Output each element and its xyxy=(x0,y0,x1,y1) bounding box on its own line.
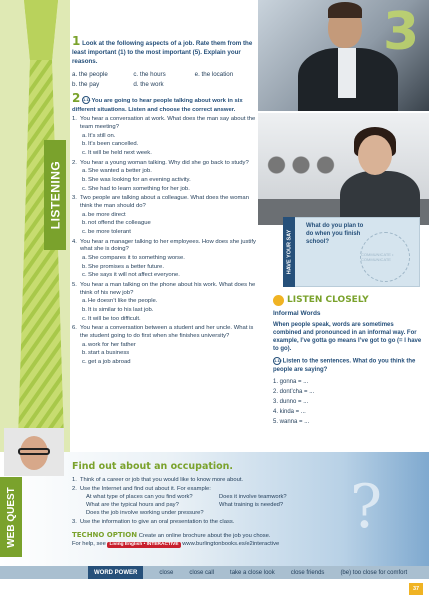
page-number: 37 xyxy=(409,583,423,595)
answer-option[interactable] xyxy=(72,272,256,280)
step-text: Use the Internet and find out about it. For example: xyxy=(80,485,211,492)
answer-option[interactable] xyxy=(72,150,256,158)
option-text: It is similar to his last job. xyxy=(88,307,154,314)
exercise-1 xyxy=(72,33,256,90)
list-item: 4. kinda = ... xyxy=(273,409,306,416)
option-text: She wanted a better job. xyxy=(88,168,152,175)
answer-option[interactable] xyxy=(72,350,256,358)
word-power-item: close xyxy=(159,569,174,576)
businesswoman-photo xyxy=(258,113,429,225)
question-number: 5. xyxy=(72,282,77,289)
answer-option[interactable] xyxy=(72,307,256,315)
answer-option[interactable] xyxy=(72,298,256,306)
option-text: It’s still on. xyxy=(88,132,116,139)
have-your-say-tab xyxy=(283,217,295,287)
answer-option[interactable] xyxy=(72,168,256,176)
answer-option[interactable] xyxy=(72,186,256,194)
option-letter: c. xyxy=(82,359,87,366)
techno-option-text: Create an online brochure about the job you chose. xyxy=(138,532,271,539)
listen-closely-subtitle: Informal Words xyxy=(273,310,321,318)
option-letter: b. xyxy=(82,141,87,148)
option-letter: b. xyxy=(82,350,87,357)
option: e. the location xyxy=(194,70,234,78)
answer-option[interactable] xyxy=(72,316,256,324)
option-letter: a. xyxy=(82,341,87,348)
question-number: 6. xyxy=(72,325,77,332)
living-english-badge: Living English • INTERACTIVE xyxy=(109,541,179,547)
have-your-say-question: What do you plan to do when you finish school? xyxy=(306,223,364,245)
question: What are the typical hours and pay? xyxy=(86,502,179,509)
question-item xyxy=(72,160,256,168)
question-item xyxy=(72,239,256,254)
techno-option xyxy=(72,531,352,541)
option: c. the hours xyxy=(133,70,166,78)
list-item: 3. dunno = ... xyxy=(273,399,309,406)
help-link[interactable]: www.burlingtonbooks.es/e2interactive xyxy=(182,540,280,547)
web-quest-tab xyxy=(0,477,22,557)
web-quest-questions xyxy=(72,494,352,517)
answer-option[interactable] xyxy=(72,177,256,185)
question-item xyxy=(72,195,256,210)
option-letter: b. xyxy=(82,176,87,183)
audio-cd-icon[interactable]: 1.11 xyxy=(83,97,91,103)
question-item xyxy=(72,116,256,131)
answer-option[interactable] xyxy=(72,212,256,220)
techno-option-title: TECHNO OPTION xyxy=(72,530,138,539)
exercise-2 xyxy=(72,91,256,367)
glasses-man-photo xyxy=(4,428,64,476)
exercise-1-number: 1 xyxy=(72,34,81,48)
option-letter: a. xyxy=(82,168,87,175)
web-quest-label: WEB QUEST xyxy=(5,486,17,548)
unit-number: 3 xyxy=(383,2,420,62)
option-text: work for her father xyxy=(88,341,136,348)
ear-badge-icon xyxy=(273,295,284,306)
option-text: be more direct xyxy=(88,211,126,218)
question-number: 2. xyxy=(72,159,77,166)
question-number: 1. xyxy=(72,116,77,123)
word-power-label: WORD POWER xyxy=(88,566,143,579)
option-letter: b. xyxy=(82,307,87,314)
list-item: 2. dont’cha = ... xyxy=(273,389,315,396)
option-text: be more tolerant xyxy=(88,229,131,235)
step-text: Use the information to give an oral presentation to the class. xyxy=(80,518,235,525)
option: d. the work xyxy=(133,81,164,89)
question: What training is needed? xyxy=(219,502,284,509)
question-text: You hear a conversation between a student and her uncle. What is the student going to do first when she finishes university? xyxy=(80,325,254,340)
answer-option[interactable] xyxy=(72,220,256,228)
step-number: 2. xyxy=(72,485,77,492)
answer-option[interactable] xyxy=(72,141,256,149)
question-text: You hear a young woman talking. Why did she go back to study? xyxy=(80,159,249,166)
answer-option[interactable] xyxy=(72,264,256,272)
option-text: She compares it to something worse. xyxy=(88,255,185,262)
option-letter: c. xyxy=(82,315,87,322)
option-text: not offend the colleague xyxy=(88,220,151,227)
web-quest-title: Find out about an occupation. xyxy=(72,461,234,472)
have-your-say-label: HAVE YOUR SAY xyxy=(286,229,292,275)
question-item xyxy=(72,282,256,297)
listening-tab xyxy=(44,140,66,250)
word-power-item: take a close look xyxy=(230,569,275,576)
option-letter: a. xyxy=(82,132,87,139)
question-number: 3. xyxy=(72,195,77,202)
word-power-item: close call xyxy=(189,569,215,576)
listening-label: LISTENING xyxy=(48,160,63,230)
question: At what type of places can you find work? xyxy=(86,494,193,501)
answer-option[interactable] xyxy=(72,255,256,263)
question-text: You hear a man talking on the phone about his work. What does he think of his new job? xyxy=(80,282,256,296)
option-text: She had to learn something for her job. xyxy=(88,185,190,192)
listen-closely-items xyxy=(273,378,423,426)
stamp-text: COMMUNICATE • COMMUNICATE xyxy=(361,252,394,262)
answer-option[interactable] xyxy=(72,342,256,350)
option-letter: a. xyxy=(82,298,87,305)
step-text: Think of a career or job that you would like to know more about. xyxy=(80,476,244,483)
list-item: 5. wanna = ... xyxy=(273,419,310,426)
question-number: 4. xyxy=(72,238,77,245)
option-letter: c. xyxy=(82,229,87,235)
list-item: 1. gonna = ... xyxy=(273,379,309,386)
step-number: 3. xyxy=(72,518,77,525)
step-number: 1. xyxy=(72,476,77,483)
word-power-bar xyxy=(0,566,429,579)
option-letter: c. xyxy=(82,149,87,156)
help-text: For help, see xyxy=(72,540,106,547)
listen-closely-title: LISTEN CLOSELY xyxy=(287,295,369,305)
option-text: It’s been cancelled. xyxy=(88,141,139,148)
option-text: She promises a better future. xyxy=(88,263,164,270)
web-quest-content xyxy=(72,461,352,548)
question: Does the job involve working under pressure? xyxy=(86,510,204,517)
option-letter: c. xyxy=(82,185,87,192)
word-power-item: close friends xyxy=(290,569,325,576)
option: a. the people xyxy=(72,70,108,78)
option-text: It will be held next week. xyxy=(88,149,152,156)
option-letter: a. xyxy=(82,211,87,218)
option-text: She was looking for an evening activity. xyxy=(88,176,191,183)
audio-cd-icon[interactable]: 1.12 xyxy=(274,358,282,364)
communicate-stamp-icon xyxy=(360,232,410,282)
question-text: Two people are talking about a colleague. What does the woman think the man should do? xyxy=(80,195,249,209)
question-item xyxy=(72,325,256,340)
answer-option[interactable] xyxy=(72,229,256,237)
exercise-1-instruction: Look at the following aspects of a job. Rate them from the least important (1) to the most important (5). Explain your reasons. xyxy=(72,40,253,65)
listen-closely-task: Listen to the sentences. What do you think the people are saying? xyxy=(273,358,416,373)
word-power-item: (be) too close for comfort xyxy=(340,569,408,576)
listen-closely-box xyxy=(273,294,423,427)
question-list xyxy=(72,116,256,366)
question: Does it involve teamwork? xyxy=(219,494,287,501)
option-letter: c. xyxy=(82,272,87,279)
option: b. the pay xyxy=(72,81,100,89)
option-letter: b. xyxy=(82,263,87,270)
option-letter: b. xyxy=(82,220,87,227)
exercise-2-number: 2 xyxy=(72,91,81,105)
option-text: He doesn’t like the people. xyxy=(88,298,158,305)
question-text: You hear a conversation at work. What does the man say about the team meeting? xyxy=(80,116,256,130)
question-mark-graphic: ? xyxy=(350,472,383,542)
listen-closely-body: When people speak, words are sometimes combined and pronounced in an informal way. For example, I’ve gotta go means I’ve got to go (= I have to go). xyxy=(273,321,422,353)
option-text: start a business xyxy=(88,350,130,357)
question-text: You hear a manager talking to her employees. How does she justify what she is doing? xyxy=(80,238,256,253)
option-text: She says it will not affect everyone. xyxy=(88,272,180,279)
answer-option[interactable] xyxy=(72,133,256,141)
exercise-2-instruction: You are going to hear people talking about work in six different situations. Listen and choose the correct answer. xyxy=(72,98,243,113)
option-text: get a job abroad xyxy=(88,359,131,366)
option-letter: a. xyxy=(82,255,87,262)
answer-option[interactable] xyxy=(72,359,256,367)
help-line xyxy=(72,541,352,549)
option-text: It will be too difficult. xyxy=(88,315,141,322)
exercise-1-options xyxy=(72,71,256,90)
